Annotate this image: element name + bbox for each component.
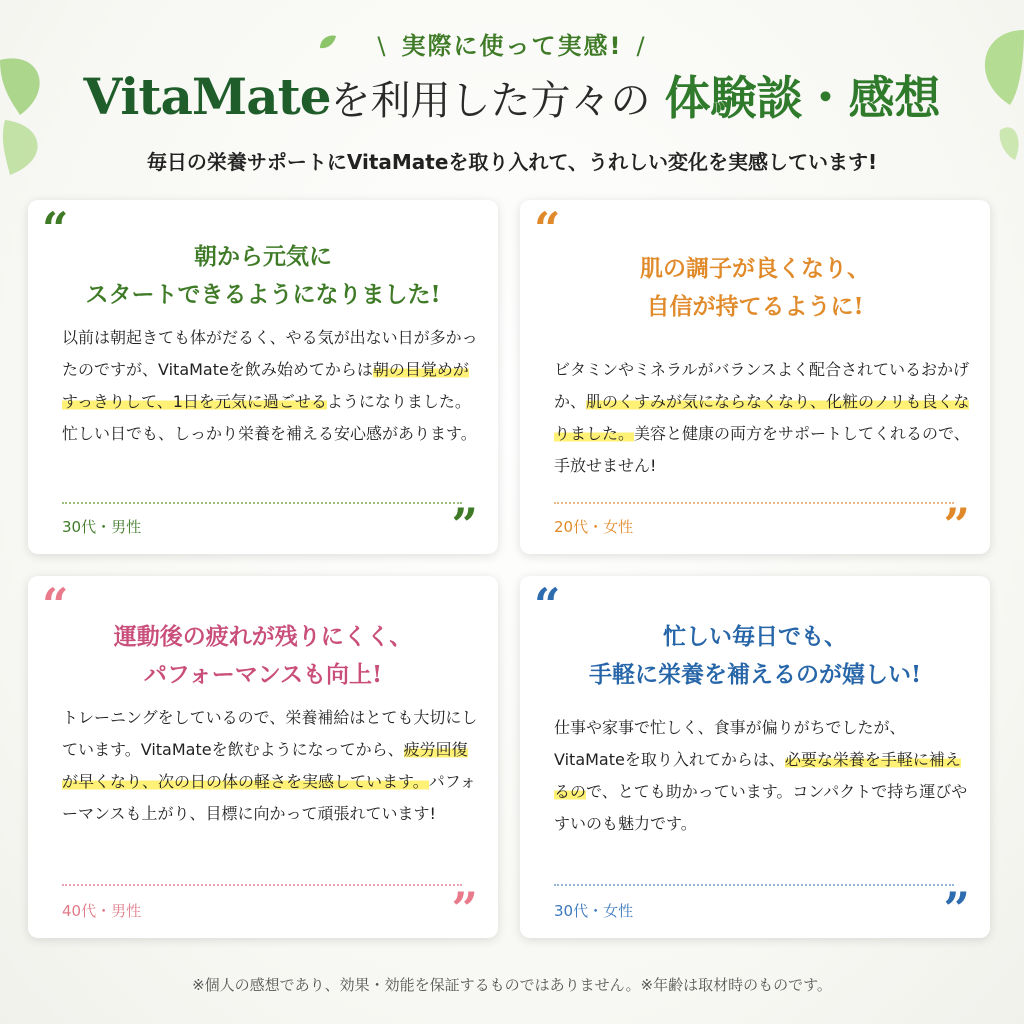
testimonial-title-line: 肌の調子が良くなり、: [640, 255, 870, 282]
testimonial-meta: 30代・女性: [554, 902, 634, 920]
testimonial-title-line: 運動後の疲れが残りにくく、: [113, 623, 413, 650]
body-text: トレーニングをしているので、栄養補給はとても大切にしています。VitaMateを飲むようになってから、: [62, 708, 478, 759]
body-text: ビタミンやミネラルがバランスよく配合されているおかげか、: [554, 360, 970, 411]
testimonial-card: [28, 200, 498, 554]
body-highlight: 必要な栄養を手軽に補えるの: [554, 750, 961, 801]
testimonial-title: [520, 618, 990, 694]
testimonial-title: [28, 618, 498, 694]
body-text: 以前は朝起きても体がだるく、やる気が出ない日が多かったのですが、VitaMateを飲み始めてからは: [62, 328, 478, 379]
divider: [62, 502, 462, 504]
testimonial-title-line: スタートできるようになりました!: [85, 281, 441, 308]
close-quote-icon: ”: [451, 882, 478, 936]
body-highlight: 肌のくすみが気にならなくなり、化粧のノリも良くなりました。: [554, 392, 970, 443]
testimonial-body: [62, 322, 482, 450]
testimonial-body: [554, 712, 974, 840]
testimonial-body: [554, 354, 974, 482]
testimonial-body: [62, 702, 482, 830]
body-text: 美容と健康の両方をサポートしてくれるので、手放せません!: [554, 424, 970, 475]
body-text: ようになりました。忙しい日でも、しっかり栄養を補える安心感があります。: [62, 392, 477, 443]
kicker: [0, 26, 1024, 61]
testimonial-title-line: 手軽に栄養を補えるのが嬉しい!: [588, 661, 922, 688]
body-highlight: 疲労回復が早くなり、次の日の体の軽さを実感しています。: [62, 740, 468, 791]
page-subtitle: 毎日の栄養サポートにVitaMateを取り入れて、うれしい変化を実感しています!: [146, 150, 878, 174]
body-text: 仕事や家事で忙しく、食事が偏りがちでしたが、VitaMateを取り入れてからは、: [554, 718, 906, 769]
open-quote-icon: “: [534, 578, 561, 632]
testimonial-title: [28, 238, 498, 314]
close-quote-icon: ”: [943, 498, 970, 552]
testimonial-meta: 40代・男性: [62, 902, 142, 920]
divider: [554, 884, 954, 886]
close-quote-icon: ”: [451, 498, 478, 552]
open-quote-icon: “: [42, 578, 69, 632]
testimonial-card: [520, 200, 990, 554]
open-quote-icon: “: [534, 202, 561, 256]
testimonial-card: [520, 576, 990, 938]
header: [0, 0, 1024, 190]
kicker-text: 実際に使って実感!: [401, 32, 623, 60]
title-middle: を利用した方々の: [330, 78, 651, 124]
body-text: で、とても助かっています。コンパクトで持ち運びやすいのも魅力です。: [554, 782, 968, 833]
kicker-slash-right: /: [636, 32, 647, 60]
open-quote-icon: “: [42, 202, 69, 256]
testimonial-card: [28, 576, 498, 938]
kicker-slash-left: \: [377, 32, 388, 60]
testimonial-title-line: 自信が持てるように!: [646, 293, 864, 320]
disclaimer: ※個人の感想であり、効果・効能を保証するものではありません。※年齢は取材時のものです。: [192, 976, 832, 994]
body-highlight: 朝の目覚めがすっきりして、1日を元気に過ごせる: [62, 360, 469, 411]
divider: [62, 884, 462, 886]
testimonial-meta: 30代・男性: [62, 518, 142, 536]
brand-name: VitaMate: [83, 67, 331, 126]
close-quote-icon: ”: [943, 882, 970, 936]
title-accent: 体験談・感想: [664, 71, 941, 125]
body-text: パフォーマンスも上がり、目標に向かって頑張れています!: [62, 772, 476, 823]
testimonial-title-line: 朝から元気に: [194, 243, 332, 270]
testimonial-title-line: 忙しい毎日でも、: [663, 623, 847, 650]
testimonial-title-line: パフォーマンスも向上!: [143, 661, 383, 688]
testimonial-meta: 20代・女性: [554, 518, 634, 536]
page-title: [0, 62, 1024, 128]
testimonial-title: [520, 250, 990, 326]
divider: [554, 502, 954, 504]
